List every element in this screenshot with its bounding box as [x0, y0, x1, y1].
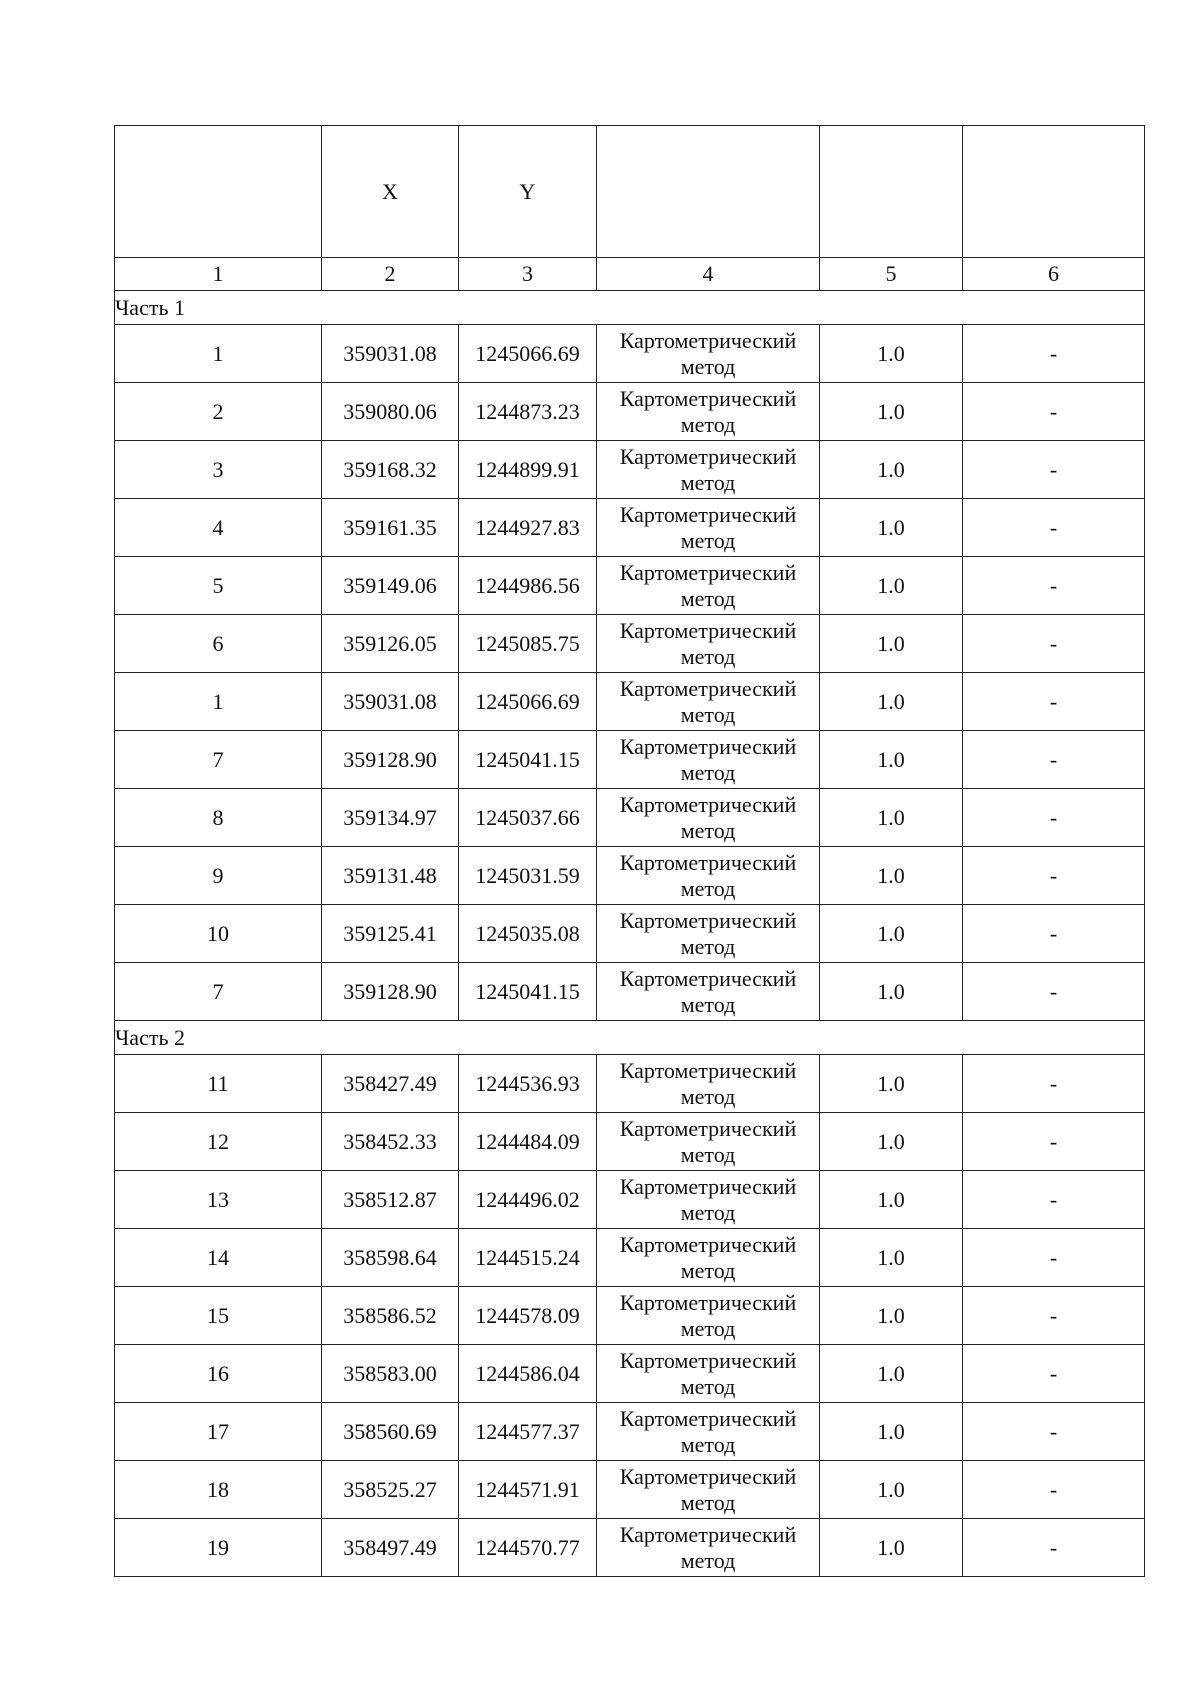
accuracy-cell: 1.0 — [820, 1171, 963, 1229]
method-cell — [597, 1055, 820, 1113]
method-text: метод — [680, 1373, 736, 1399]
x-coordinate-cell: 359126.05 — [322, 615, 459, 673]
method-text: метод — [680, 527, 736, 553]
method-text: Картометрический — [619, 559, 797, 585]
method-text: метод — [680, 1141, 736, 1167]
x-coordinate-cell: 358598.64 — [322, 1229, 459, 1287]
section-header-row — [115, 291, 1145, 325]
method-cell — [597, 557, 820, 615]
y-coordinate-cell: 1245041.15 — [459, 963, 597, 1021]
method-cell — [597, 1403, 820, 1461]
y-coordinate-cell: 1245041.15 — [459, 731, 597, 789]
accuracy-cell: 1.0 — [820, 557, 963, 615]
method-cell — [597, 1519, 820, 1577]
accuracy-cell: 1.0 — [820, 673, 963, 731]
method-text: метод — [680, 353, 736, 379]
point-number-cell: 9 — [115, 847, 322, 905]
coordinates-table-body — [115, 126, 1145, 1577]
header-cell-1 — [115, 126, 322, 258]
point-number-cell: 19 — [115, 1519, 322, 1577]
extra-cell: - — [963, 963, 1145, 1021]
header-cell-4 — [597, 126, 820, 258]
method-cell — [597, 963, 820, 1021]
method-text: метод — [680, 1431, 736, 1457]
method-text: Картометрический — [619, 675, 797, 701]
y-coordinate-cell: 1245085.75 — [459, 615, 597, 673]
method-text: Картометрический — [619, 907, 797, 933]
method-text: метод — [680, 469, 736, 495]
accuracy-cell: 1.0 — [820, 789, 963, 847]
point-number-cell: 17 — [115, 1403, 322, 1461]
y-coordinate-cell: 1244515.24 — [459, 1229, 597, 1287]
point-number-cell: 7 — [115, 731, 322, 789]
table-row — [115, 325, 1145, 383]
method-cell — [597, 1113, 820, 1171]
extra-cell: - — [963, 789, 1145, 847]
method-cell — [597, 789, 820, 847]
method-text: Картометрический — [619, 733, 797, 759]
point-number-cell: 1 — [115, 673, 322, 731]
x-coordinate-cell: 359161.35 — [322, 499, 459, 557]
table-row — [115, 963, 1145, 1021]
extra-cell: - — [963, 1113, 1145, 1171]
y-coordinate-cell: 1244496.02 — [459, 1171, 597, 1229]
method-text: метод — [680, 585, 736, 611]
extra-cell: - — [963, 1403, 1145, 1461]
column-number: 3 — [459, 258, 597, 291]
table-row — [115, 1287, 1145, 1345]
table-row — [115, 1345, 1145, 1403]
accuracy-cell: 1.0 — [820, 1403, 963, 1461]
point-number-cell: 4 — [115, 499, 322, 557]
header-cell-y: Y — [459, 126, 597, 258]
x-coordinate-cell: 358512.87 — [322, 1171, 459, 1229]
table-row — [115, 905, 1145, 963]
column-number: 6 — [963, 258, 1145, 291]
method-text: метод — [680, 991, 736, 1017]
method-cell — [597, 615, 820, 673]
point-number-cell: 5 — [115, 557, 322, 615]
table-row — [115, 557, 1145, 615]
accuracy-cell: 1.0 — [820, 441, 963, 499]
point-number-cell: 8 — [115, 789, 322, 847]
accuracy-cell: 1.0 — [820, 905, 963, 963]
x-coordinate-cell: 359131.48 — [322, 847, 459, 905]
table-row — [115, 499, 1145, 557]
x-coordinate-cell: 358560.69 — [322, 1403, 459, 1461]
method-text: Картометрический — [619, 1463, 797, 1489]
method-text: Картометрический — [619, 1115, 797, 1141]
point-number-cell: 11 — [115, 1055, 322, 1113]
section-title: Часть 1 — [115, 291, 1145, 325]
method-text: метод — [680, 1547, 736, 1573]
accuracy-cell: 1.0 — [820, 1287, 963, 1345]
table-row — [115, 731, 1145, 789]
accuracy-cell: 1.0 — [820, 383, 963, 441]
table-row — [115, 1055, 1145, 1113]
extra-cell: - — [963, 615, 1145, 673]
method-text: Картометрический — [619, 1231, 797, 1257]
point-number-cell: 7 — [115, 963, 322, 1021]
x-coordinate-cell: 359031.08 — [322, 673, 459, 731]
x-coordinate-cell: 359149.06 — [322, 557, 459, 615]
table-row — [115, 1519, 1145, 1577]
accuracy-cell: 1.0 — [820, 1113, 963, 1171]
method-text: Картометрический — [619, 501, 797, 527]
table-row — [115, 615, 1145, 673]
header-cell-6 — [963, 126, 1145, 258]
x-coordinate-cell: 359080.06 — [322, 383, 459, 441]
header-cell-5 — [820, 126, 963, 258]
x-coordinate-cell: 358497.49 — [322, 1519, 459, 1577]
point-number-cell: 12 — [115, 1113, 322, 1171]
extra-cell: - — [963, 1345, 1145, 1403]
point-number-cell: 1 — [115, 325, 322, 383]
x-coordinate-cell: 358583.00 — [322, 1345, 459, 1403]
x-coordinate-cell: 359125.41 — [322, 905, 459, 963]
table-row — [115, 1171, 1145, 1229]
column-number: 5 — [820, 258, 963, 291]
extra-cell: - — [963, 673, 1145, 731]
point-number-cell: 13 — [115, 1171, 322, 1229]
method-cell — [597, 1461, 820, 1519]
method-cell — [597, 847, 820, 905]
method-text: метод — [680, 817, 736, 843]
extra-cell: - — [963, 441, 1145, 499]
accuracy-cell: 1.0 — [820, 325, 963, 383]
table-row — [115, 1229, 1145, 1287]
y-coordinate-cell: 1245066.69 — [459, 673, 597, 731]
y-coordinate-cell: 1244873.23 — [459, 383, 597, 441]
y-coordinate-cell: 1244986.56 — [459, 557, 597, 615]
accuracy-cell: 1.0 — [820, 1461, 963, 1519]
table-row — [115, 1403, 1145, 1461]
x-coordinate-cell: 359031.08 — [322, 325, 459, 383]
accuracy-cell: 1.0 — [820, 1055, 963, 1113]
y-coordinate-cell: 1244536.93 — [459, 1055, 597, 1113]
method-text: Картометрический — [619, 1173, 797, 1199]
x-coordinate-cell: 358586.52 — [322, 1287, 459, 1345]
y-coordinate-cell: 1245066.69 — [459, 325, 597, 383]
method-text: метод — [680, 701, 736, 727]
method-cell — [597, 325, 820, 383]
section-title: Часть 2 — [115, 1021, 1145, 1055]
accuracy-cell: 1.0 — [820, 499, 963, 557]
accuracy-cell: 1.0 — [820, 615, 963, 673]
method-text: метод — [680, 643, 736, 669]
x-coordinate-cell: 358525.27 — [322, 1461, 459, 1519]
method-text: метод — [680, 759, 736, 785]
header-cell-x: X — [322, 126, 459, 258]
table-row — [115, 673, 1145, 731]
method-cell — [597, 673, 820, 731]
method-cell — [597, 1345, 820, 1403]
method-text: Картометрический — [619, 791, 797, 817]
point-number-cell: 3 — [115, 441, 322, 499]
column-number: 2 — [322, 258, 459, 291]
extra-cell: - — [963, 383, 1145, 441]
method-text: метод — [680, 1083, 736, 1109]
accuracy-cell: 1.0 — [820, 847, 963, 905]
table-row — [115, 441, 1145, 499]
table-row — [115, 1113, 1145, 1171]
method-text: Картометрический — [619, 1405, 797, 1431]
method-cell — [597, 1171, 820, 1229]
method-cell — [597, 499, 820, 557]
column-number: 1 — [115, 258, 322, 291]
extra-cell: - — [963, 1519, 1145, 1577]
extra-cell: - — [963, 1461, 1145, 1519]
table-row — [115, 383, 1145, 441]
y-coordinate-cell: 1244899.91 — [459, 441, 597, 499]
method-text: метод — [680, 1199, 736, 1225]
column-number-row — [115, 258, 1145, 291]
method-cell — [597, 1229, 820, 1287]
x-coordinate-cell: 359128.90 — [322, 731, 459, 789]
extra-cell: - — [963, 1171, 1145, 1229]
y-coordinate-cell: 1244570.77 — [459, 1519, 597, 1577]
coordinates-table — [114, 125, 1145, 1577]
x-coordinate-cell: 358427.49 — [322, 1055, 459, 1113]
y-coordinate-cell: 1244578.09 — [459, 1287, 597, 1345]
column-number: 4 — [597, 258, 820, 291]
point-number-cell: 6 — [115, 615, 322, 673]
y-coordinate-cell: 1244571.91 — [459, 1461, 597, 1519]
method-text: Картометрический — [619, 1347, 797, 1373]
y-coordinate-cell: 1244586.04 — [459, 1345, 597, 1403]
x-coordinate-cell: 359128.90 — [322, 963, 459, 1021]
extra-cell: - — [963, 847, 1145, 905]
point-number-cell: 15 — [115, 1287, 322, 1345]
extra-cell: - — [963, 1229, 1145, 1287]
accuracy-cell: 1.0 — [820, 1519, 963, 1577]
y-coordinate-cell: 1244484.09 — [459, 1113, 597, 1171]
point-number-cell: 18 — [115, 1461, 322, 1519]
table-row — [115, 1461, 1145, 1519]
method-text: Картометрический — [619, 1521, 797, 1547]
extra-cell: - — [963, 557, 1145, 615]
method-cell — [597, 905, 820, 963]
extra-cell: - — [963, 905, 1145, 963]
x-coordinate-cell: 359134.97 — [322, 789, 459, 847]
y-coordinate-cell: 1244927.83 — [459, 499, 597, 557]
method-cell — [597, 1287, 820, 1345]
accuracy-cell: 1.0 — [820, 1229, 963, 1287]
point-number-cell: 14 — [115, 1229, 322, 1287]
y-coordinate-cell: 1245031.59 — [459, 847, 597, 905]
table-row — [115, 789, 1145, 847]
method-text: Картометрический — [619, 385, 797, 411]
extra-cell: - — [963, 499, 1145, 557]
point-number-cell: 10 — [115, 905, 322, 963]
method-text: Картометрический — [619, 617, 797, 643]
extra-cell: - — [963, 1287, 1145, 1345]
method-text: метод — [680, 875, 736, 901]
y-coordinate-cell: 1245035.08 — [459, 905, 597, 963]
extra-cell: - — [963, 325, 1145, 383]
extra-cell: - — [963, 1055, 1145, 1113]
y-coordinate-cell: 1244577.37 — [459, 1403, 597, 1461]
method-text: Картометрический — [619, 849, 797, 875]
table-row — [115, 847, 1145, 905]
method-text: Картометрический — [619, 1057, 797, 1083]
method-text: Картометрический — [619, 327, 797, 353]
method-text: метод — [680, 1489, 736, 1515]
method-text: метод — [680, 1315, 736, 1341]
extra-cell: - — [963, 731, 1145, 789]
accuracy-cell: 1.0 — [820, 963, 963, 1021]
accuracy-cell: 1.0 — [820, 731, 963, 789]
method-cell — [597, 383, 820, 441]
x-coordinate-cell: 358452.33 — [322, 1113, 459, 1171]
method-text: метод — [680, 1257, 736, 1283]
method-cell — [597, 441, 820, 499]
point-number-cell: 2 — [115, 383, 322, 441]
accuracy-cell: 1.0 — [820, 1345, 963, 1403]
header-row — [115, 126, 1145, 258]
y-coordinate-cell: 1245037.66 — [459, 789, 597, 847]
method-text: Картометрический — [619, 1289, 797, 1315]
method-cell — [597, 731, 820, 789]
method-text: Картометрический — [619, 965, 797, 991]
point-number-cell: 16 — [115, 1345, 322, 1403]
method-text: метод — [680, 933, 736, 959]
x-coordinate-cell: 359168.32 — [322, 441, 459, 499]
method-text: метод — [680, 411, 736, 437]
section-header-row — [115, 1021, 1145, 1055]
method-text: Картометрический — [619, 443, 797, 469]
